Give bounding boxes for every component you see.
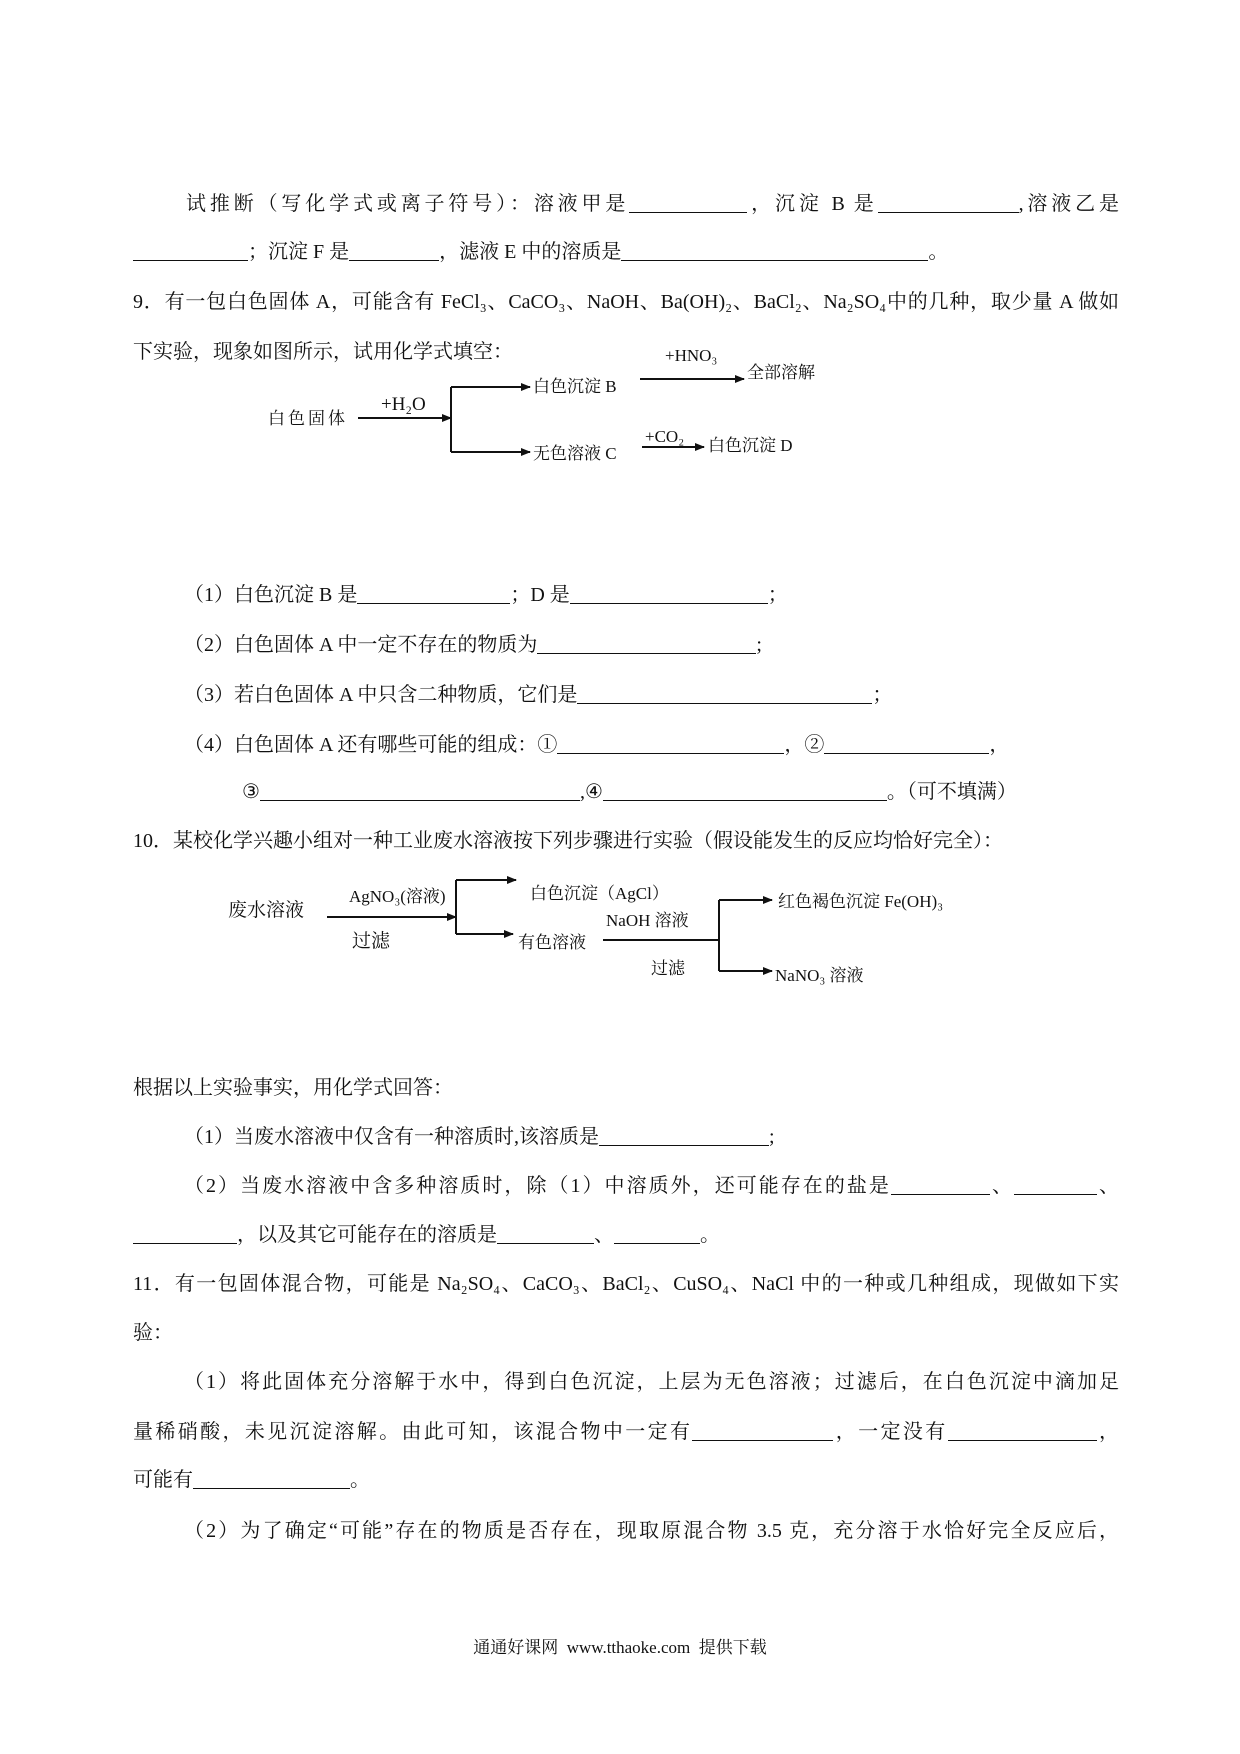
q9-sub4-cont-text: ,④ [579, 781, 603, 803]
q10-diagram-precipitate-fe-oh-3: 红色褐色沉淀 Fe(OH)₃ [778, 892, 944, 911]
answer-blank [577, 685, 872, 704]
answer-blank [570, 585, 768, 604]
q10-diagram-start: 废水溶液 [228, 900, 305, 921]
q11-sub1-line3-text: 可能有 [133, 1469, 193, 1491]
q11-sub1-line3-text: 。 [350, 1469, 370, 1491]
q11-intro-line1: 11．有一包固体混合物，可能是 Na₂SO₄、CaCO₃、BaCl₂、CuSO₄、NaCl 中的一种或几种组成，现做如下实 [133, 1273, 1119, 1295]
q11-sub1-line2 [133, 1420, 1119, 1444]
q8-line2-text: ，滤液 E 中的溶质是 [439, 241, 622, 263]
q10-diagram-reagent-naoh: NaOH 溶液 [606, 911, 689, 930]
q9-sub3-text: ； [872, 684, 893, 706]
q10-sub2 [184, 1174, 1119, 1198]
answer-blank [948, 1422, 1097, 1441]
q8-line2-text: 。 [928, 241, 949, 263]
answer-blank [692, 1422, 833, 1441]
q9-diagram-result-dissolved: 全部溶解 [747, 363, 815, 382]
q10-diagram-colored-solution: 有色溶液 [518, 933, 586, 952]
q9-sub1 [184, 583, 788, 607]
q11-sub1-line2-text: ， [1096, 1421, 1119, 1443]
q10-sub1-text: ; [769, 1126, 775, 1148]
answer-blank [193, 1470, 350, 1489]
q10-diagram-step-filter-2: 过滤 [651, 959, 685, 978]
answer-blank [891, 1176, 990, 1195]
q9-sub2 [184, 633, 762, 657]
q11-intro-line2: 验： [133, 1322, 173, 1344]
q10-diagram-precipitate-agcl: 白色沉淀（AgCl） [530, 884, 669, 903]
q9-sub1-text: ； [767, 584, 788, 606]
q9-sub2-text: ; [756, 634, 762, 656]
answer-blank [1014, 1176, 1097, 1195]
q10-sub2-cont [133, 1223, 720, 1247]
q9-intro-line1: 9．有一包白色固体 A，可能含有 FeCl₃、CaCO₃、NaOH、Ba(OH)₂、BaCl₂、Na₂SO₄中的几种，取少量 A 做如 [133, 291, 1119, 313]
answer-blank [557, 735, 784, 754]
q9-sub3-text: （3）若白色固体 A 中只含二种物质，它们是 [184, 684, 578, 706]
q11-sub1-line3 [133, 1468, 370, 1492]
q11-sub1-line2-text: ，一定没有 [833, 1421, 948, 1443]
answer-blank [537, 635, 756, 654]
q9-sub4-cont-text: ③ [242, 781, 260, 803]
answer-blank [260, 782, 580, 801]
q9-diagram-reagent-water: +H₂O [381, 394, 426, 415]
answer-blank [621, 242, 928, 261]
q10-sub1 [184, 1125, 775, 1149]
q10-sub2-text: 、 [1096, 1175, 1120, 1197]
answer-blank [824, 735, 989, 754]
answer-blank [133, 1225, 237, 1244]
q11-sub1-line1: （1）将此固体充分溶解于水中，得到白色沉淀，上层为无色溶液；过滤后，在白色沉淀中滴加足 [184, 1371, 1119, 1393]
answer-blank [629, 194, 747, 213]
answer-blank [599, 1127, 769, 1146]
q9-diagram-precipitate-d: 白色沉淀 D [708, 436, 793, 455]
q8-line1 [186, 192, 1119, 216]
q9-sub4-text: ， [989, 734, 1010, 756]
q11-sub1-line2-text: 量稀硝酸，未见沉淀溶解。由此可知，该混合物中一定有 [133, 1421, 693, 1443]
answer-blank [349, 242, 439, 261]
q10-sub2-cont-text: 、 [594, 1224, 614, 1246]
q8-line2-text: ；沉淀 F 是 [248, 241, 350, 263]
q10-diagram-filtrate-nano3: NaNO₃ 溶液 [775, 966, 864, 985]
q9-sub4-text: ，② [784, 734, 825, 756]
q8-line1-text: ,溶液乙是 [1018, 193, 1119, 215]
answer-blank [878, 194, 1019, 213]
answer-blank [357, 585, 510, 604]
q9-diagram-start: 白色固体 [268, 409, 348, 428]
answer-blank [497, 1225, 594, 1244]
q9-diagram-solution-c: 无色溶液 C [533, 444, 617, 463]
page-footer: 通通好课网 www.tthaoke.com 提供下载 [473, 1638, 767, 1657]
q9-sub1-text: ；D 是 [510, 584, 570, 606]
q11-sub2-line1: （2）为了确定“可能”存在的物质是否存在，现取原混合物 3.5 克，充分溶于水恰好完全反应后， [184, 1520, 1119, 1542]
q9-sub4-cont [242, 780, 1017, 804]
q10-sub1-text: （1）当废水溶液中仅含有一种溶质时,该溶质是 [184, 1126, 599, 1148]
q10-sub2-text: 、 [989, 1175, 1014, 1197]
q10-diagram-reagent-agno3: AgNO₃(溶液) [349, 887, 446, 906]
q9-sub4 [184, 733, 1009, 757]
answer-blank [614, 1225, 700, 1244]
q10-prompt: 根据以上实验事实，用化学式回答： [133, 1077, 453, 1099]
q9-intro-line2: 下实验，现象如图所示，试用化学式填空： [133, 341, 513, 363]
q10-sub2-cont-text: 。 [700, 1224, 720, 1246]
q9-diagram-reagent-co2: +CO₂ [645, 427, 685, 446]
q10-sub2-text: （2）当废水溶液中含多种溶质时，除（1）中溶质外，还可能存在的盐是 [184, 1175, 891, 1197]
answer-blank [603, 782, 887, 801]
q8-line2 [133, 240, 948, 264]
q8-line1-text: ，沉淀 B 是 [747, 193, 878, 215]
q8-line1-text: 试推断（写化学式或离子符号）：溶液甲是 [186, 193, 630, 215]
q10-diagram-step-filter-1: 过滤 [352, 931, 391, 952]
q9-sub4-text: （4）白色固体 A 还有哪些可能的组成：① [184, 734, 558, 756]
q9-sub3 [184, 683, 892, 707]
q10-sub2-cont-text: ，以及其它可能存在的溶质是 [237, 1224, 497, 1246]
q9-sub2-text: （2）白色固体 A 中一定不存在的物质为 [184, 634, 538, 656]
q9-diagram-reagent-hno3: +HNO₃ [665, 346, 718, 365]
q9-sub4-cont-text: 。（可不填满） [886, 781, 1017, 803]
q9-sub1-text: （1）白色沉淀 B 是 [184, 584, 358, 606]
answer-blank [133, 242, 248, 261]
q9-diagram-precipitate-b: 白色沉淀 B [533, 377, 617, 396]
q10-intro: 10．某校化学兴趣小组对一种工业废水溶液按下列步骤进行实验（假设能发生的反应均恰好完全）： [133, 830, 1003, 852]
